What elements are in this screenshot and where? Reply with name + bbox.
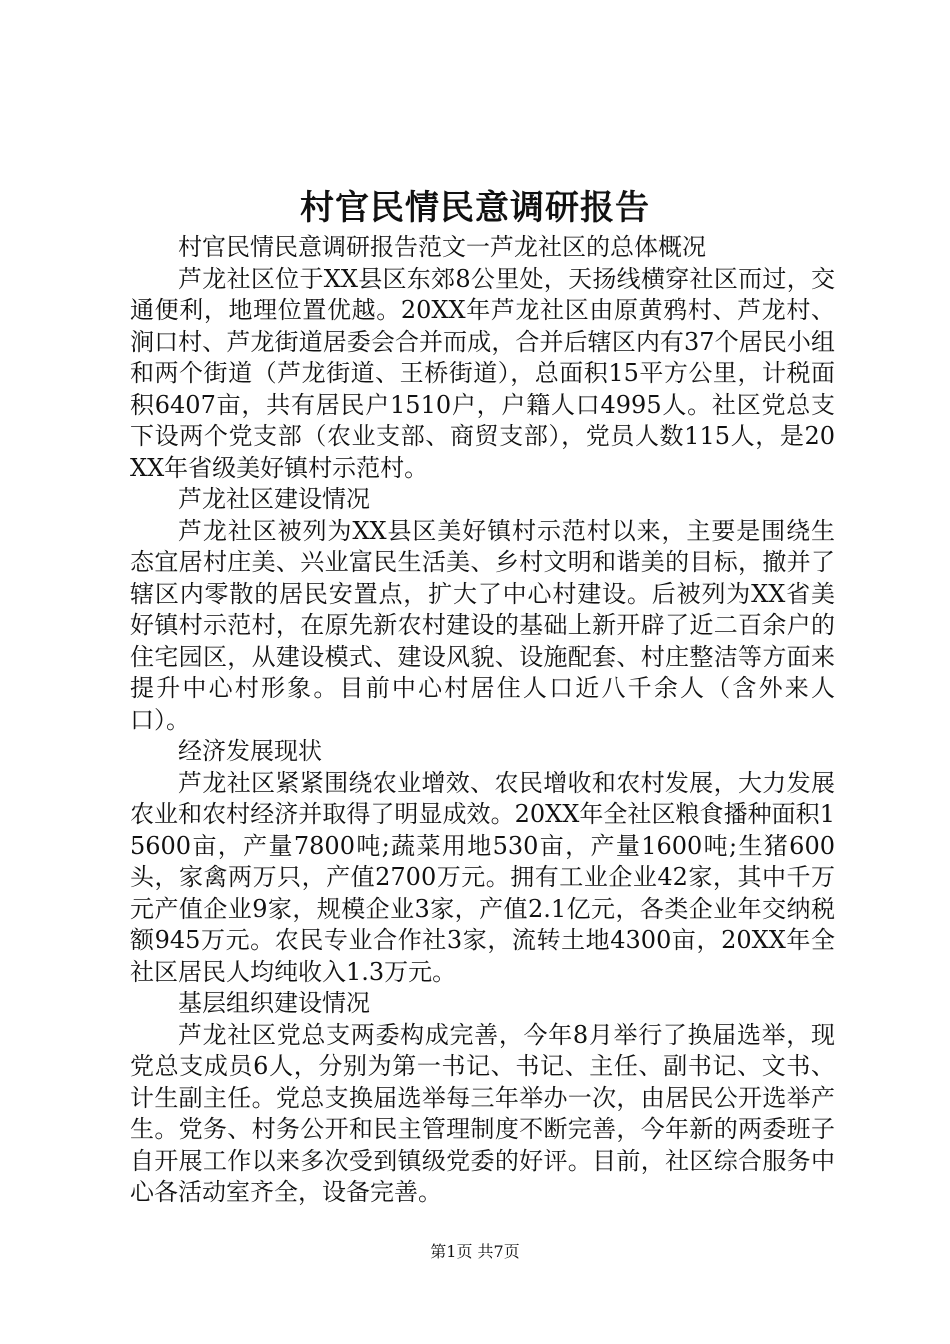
paragraph-economy: 芦龙社区紧紧围绕农业增效、农民增收和农村发展，大力发展农业和农村经济并取得了明显成效。20XX年全社区粮食播种面积15600亩，产量7800吨;蔬菜用地530亩，产量1600吨;生猪600头，家禽两万只，产值2700万元。拥有工业企业42家，其中千万元产值企业9家，规模企业3家，产值2.1亿元，各类企业年交纳税额945万元。农民专业合作社3家，流转土地4300亩，20XX年全社区居民人均纯收入1.3万元。 [130, 768, 835, 986]
section-heading-organization: 基层组织建设情况 [178, 989, 370, 1017]
paragraph-organization: 芦龙社区党总支两委构成完善，今年8月举行了换届选举，现党总支成员6人，分别为第一书记、书记、主任、副书记、文书、计生副主任。党总支换届选举每三年举办一次，由居民公开选举产生。党务、村务公开和民主管理制度不断完善，今年新的两委班子自开展工作以来多次受到镇级党委的好评。目前，社区综合服务中心各活动室齐全，设备完善。 [130, 1020, 835, 1206]
page-number-footer: 第1页 共7页 [430, 1242, 520, 1261]
paragraph-overview: 芦龙社区位于XX县区东郊8公里处，天扬线横穿社区而过，交通便利，地理位置优越。20XX年芦龙社区由原黄鸦村、芦龙村、涧口村、芦龙街道居委会合并而成，合并后辖区内有37个居民小组和两个街道（芦龙街道、王桥街道），总面积15平方公里，计税面积6407亩，共有居民户1510户，户籍人口4995人。社区党总支下设两个党支部（农业支部、商贸支部），党员人数115人，是20XX年省级美好镇村示范村。 [130, 264, 835, 482]
document-title: 村官民情民意调研报告 [300, 188, 650, 228]
section-heading-overview: 村官民情民意调研报告范文一芦龙社区的总体概况 [178, 233, 706, 261]
section-heading-economy: 经济发展现状 [178, 737, 322, 765]
document-body [130, 232, 835, 1209]
section-heading-construction: 芦龙社区建设情况 [178, 485, 370, 513]
paragraph-construction: 芦龙社区被列为XX县区美好镇村示范村以来，主要是围绕生态宜居村庄美、兴业富民生活美、乡村文明和谐美的目标，撤并了辖区内零散的居民安置点，扩大了中心村建设。后被列为XX省美好镇村示范村，在原先新农村建设的基础上新开辟了近二百余户的住宅园区，从建设模式、建设风貌、设施配套、村庄整洁等方面来提升中心村形象。目前中心村居住人口近八千余人（含外来人口）。 [130, 516, 835, 734]
